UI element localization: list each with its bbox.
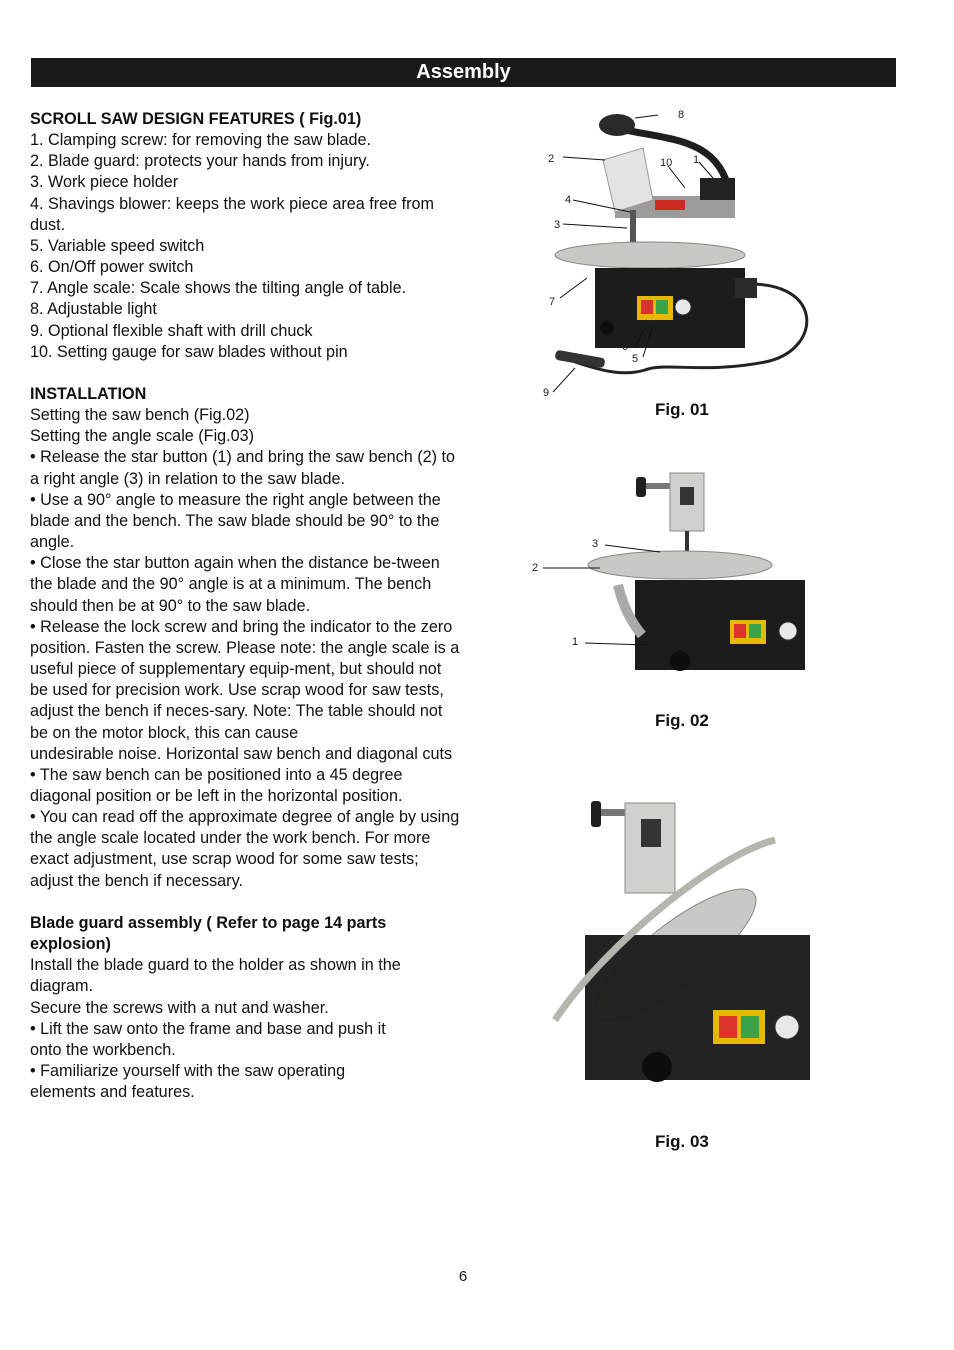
feature-item: 7. Angle scale: Scale shows the tilting angle of table. xyxy=(30,279,407,298)
feature-item: 1. Clamping screw: for removing the saw blade. xyxy=(30,131,371,150)
feature-item: 8. Adjustable light xyxy=(30,300,157,319)
fig02-image xyxy=(530,465,820,680)
fig02-label: 3 xyxy=(592,538,599,550)
installation-para: Setting the angle scale (Fig.03) xyxy=(30,427,255,446)
installation-heading: INSTALLATION xyxy=(30,385,147,404)
fig02-label: 1 xyxy=(572,636,579,648)
page-number: 6 xyxy=(458,1268,468,1285)
blade-guard-para: • Lift the saw onto the frame and base and push it onto the workbench. xyxy=(30,1019,386,1059)
feature-item: 10. Setting gauge for saw blades without pin xyxy=(30,342,348,361)
installation-para: • The saw bench can be positioned into a 45 degree diagonal position or be left in the horizontal position. xyxy=(30,765,403,805)
feature-item: 9. Optional flexible shaft with drill chuck xyxy=(30,321,313,340)
blade-guard-para: • Familiarize yourself with the saw operating elements and features. xyxy=(30,1062,346,1102)
installation-para: • Release the lock screw and bring the indicator to the zero position. Fasten the screw. Please note: the angle scale is a useful piece of supplementary equip-ment, but should not be used for precision work. Use scrap wood for saw tests, adjust the bench if neces-sary. Note: The table should not be on the motor block, this can cause xyxy=(30,617,460,742)
installation-para: undesirable noise. Horizontal saw bench and diagonal cuts xyxy=(30,744,453,763)
section-header xyxy=(31,58,896,87)
fig03-image xyxy=(545,795,825,1095)
blade-guard-para: Install the blade guard to the holder as shown in the diagram. xyxy=(30,956,401,996)
text-column xyxy=(30,109,460,1103)
fig03-caption: Fig. 03 xyxy=(655,1132,709,1151)
features-heading: SCROLL SAW DESIGN FEATURES ( Fig.01) xyxy=(30,110,362,128)
feature-item: 6. On/Off power switch xyxy=(30,258,194,277)
fig02-label: 2 xyxy=(532,562,539,574)
installation-para: • Release the star button (1) and bring the saw bench (2) to a right angle (3) in relation to the saw blade. xyxy=(30,448,455,488)
installation-para: • Use a 90° angle to measure the right angle between the blade and the bench. The saw blade should be 90° to the angle. xyxy=(30,490,441,552)
fig02-caption: Fig. 02 xyxy=(655,711,709,730)
fig01-label: 1 xyxy=(693,154,700,166)
fig01-label: 10 xyxy=(660,157,673,169)
installation-para: Setting the saw bench (Fig.02) xyxy=(30,406,250,425)
feature-item: 5. Variable speed switch xyxy=(30,236,205,255)
fig01-label: 4 xyxy=(565,194,572,206)
fig01-label: 5 xyxy=(632,353,639,365)
installation-para: • Close the star button again when the distance be-tween the blade and the 90° angle is at a minimum. The bench should then be at 90° to the saw blade. xyxy=(30,554,440,615)
fig01-label: 8 xyxy=(678,109,685,121)
feature-item: 2. Blade guard: protects your hands from injury. xyxy=(30,152,370,171)
fig01-image xyxy=(535,100,825,400)
blade-guard-heading: Blade guard assembly ( Refer to page 14 parts explosion) xyxy=(30,913,387,954)
blade-guard-para: Secure the screws with a nut and washer. xyxy=(30,998,329,1017)
fig01-label: 6 xyxy=(622,341,629,353)
fig01-label: 2 xyxy=(548,153,555,165)
fig01-label: 3 xyxy=(554,219,561,231)
fig01-caption: Fig. 01 xyxy=(655,400,709,419)
fig01-label: 7 xyxy=(549,296,556,308)
installation-para: • You can read off the approximate degree of angle by using the angle scale located under the work bench. For more exact adjustment, use scrap wood for some saw tests; adjust the bench if necessary. xyxy=(30,808,460,890)
feature-item: 4. Shavings blower: keeps the work piece area free from dust. xyxy=(30,194,434,234)
fig01-label: 9 xyxy=(543,387,550,399)
feature-item: 3. Work piece holder xyxy=(30,173,179,192)
section-title: Assembly xyxy=(416,61,511,83)
